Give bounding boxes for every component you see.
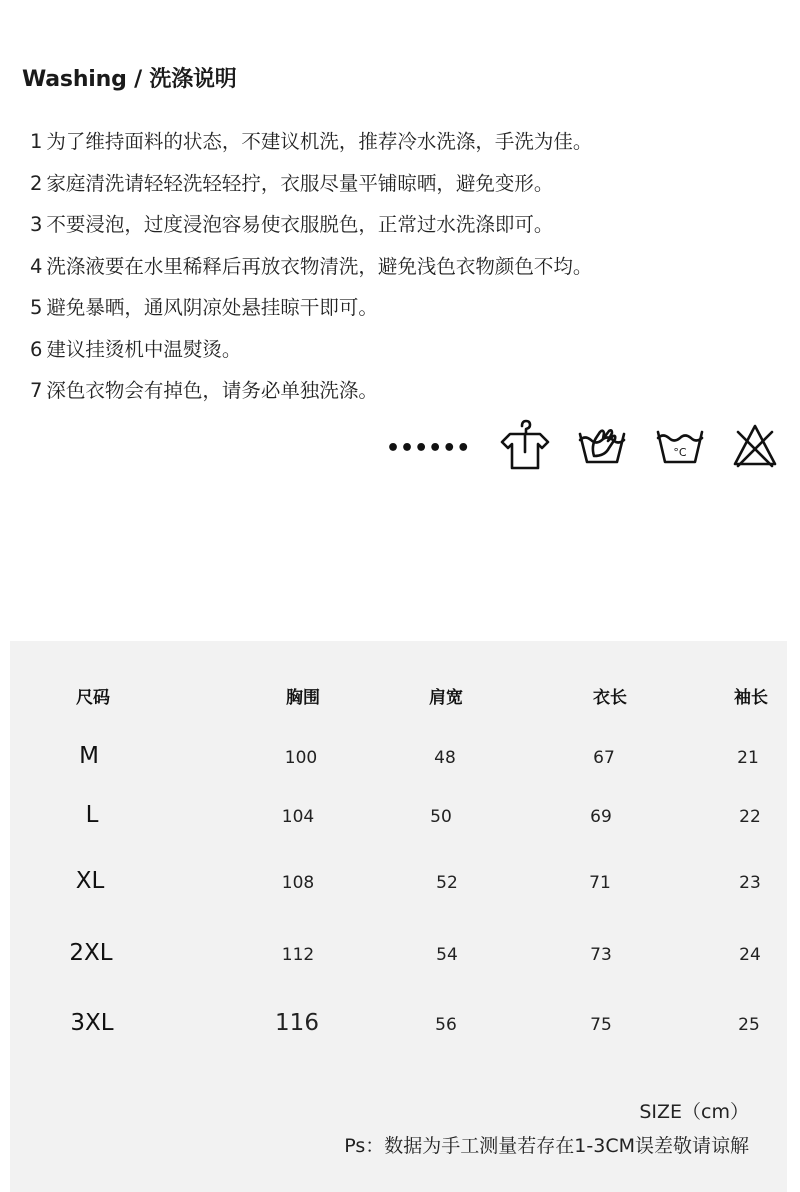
header-size: 尺码 xyxy=(76,688,110,708)
cell-length: 69 xyxy=(590,807,612,827)
cell-sleeve: 22 xyxy=(739,807,761,827)
hand-wash-icon xyxy=(576,418,628,472)
wash-instruction-item xyxy=(30,251,592,293)
size-label: 2XL xyxy=(69,940,113,966)
item-text: 为了维持面料的状态，不建议机洗，推荐冷水洗涤，手洗为佳。 xyxy=(46,130,593,153)
cell-shoulder: 50 xyxy=(430,807,452,827)
cell-length: 71 xyxy=(589,873,611,893)
item-text: 建议挂烫机中温熨烫。 xyxy=(46,337,242,361)
cell-sleeve: 23 xyxy=(739,873,761,893)
size-label: L xyxy=(85,802,99,828)
item-number: 3 xyxy=(30,213,43,236)
size-chart-panel xyxy=(10,641,787,1192)
wash-instruction-item xyxy=(30,209,592,251)
wash-instruction-item xyxy=(30,126,592,168)
cell-chest: 112 xyxy=(281,945,315,965)
item-text: 洗涤液要在水里稀释后再放衣物清洗，避免浅色衣物颜色不均。 xyxy=(46,254,593,278)
cell-shoulder: 56 xyxy=(435,1015,457,1035)
header-sleeve: 袖长 xyxy=(734,688,768,708)
cell-length: 73 xyxy=(590,945,612,965)
cell-shoulder: 54 xyxy=(436,945,458,965)
cell-chest: 116 xyxy=(275,1010,319,1036)
wash-instruction-item xyxy=(30,168,592,210)
cell-sleeve: 24 xyxy=(739,945,761,965)
item-number: 6 xyxy=(30,337,43,361)
washing-instructions-list xyxy=(30,126,592,417)
cell-length: 75 xyxy=(590,1015,612,1035)
size-label: XL xyxy=(75,868,105,894)
cell-length: 67 xyxy=(593,748,615,768)
wash-instruction-item xyxy=(30,375,592,417)
cell-chest: 100 xyxy=(284,748,318,768)
wash-instruction-item xyxy=(30,334,592,376)
cell-sleeve: 25 xyxy=(738,1015,760,1035)
item-text: 深色衣物会有掉色，请务必单独洗涤。 xyxy=(46,379,378,402)
header-shoulder: 肩宽 xyxy=(429,688,463,708)
cell-shoulder: 48 xyxy=(434,748,456,768)
hang-dry-icon xyxy=(500,418,550,472)
item-text: 家庭清洗请轻轻洗轻轻拧，衣服尽量平铺晾晒，避免变形。 xyxy=(46,171,554,195)
item-number: 2 xyxy=(30,171,43,195)
dots-divider: •••••• xyxy=(386,436,471,461)
size-unit-label: SIZE（cm） xyxy=(639,1101,749,1123)
item-text: 避免暴晒，通风阴凉处悬挂晾干即可。 xyxy=(46,296,378,319)
size-label: 3XL xyxy=(70,1010,114,1036)
do-not-bleach-icon xyxy=(730,418,780,472)
item-number: 7 xyxy=(30,379,43,402)
measurement-note: Ps：数据为手工测量若存在1-3CM误差敬请谅解 xyxy=(344,1135,749,1157)
item-number: 5 xyxy=(30,296,43,319)
temp-symbol: °C xyxy=(673,446,687,459)
wash-temperature-icon xyxy=(654,418,706,472)
size-label: M xyxy=(79,743,99,769)
cell-chest: 104 xyxy=(281,807,315,827)
header-length: 衣长 xyxy=(593,688,627,708)
washing-title: Washing / 洗涤说明 xyxy=(22,67,237,92)
item-number: 1 xyxy=(30,130,43,153)
item-text: 不要浸泡，过度浸泡容易使衣服脱色，正常过水洗涤即可。 xyxy=(46,213,554,236)
header-chest: 胸围 xyxy=(286,688,320,708)
cell-chest: 108 xyxy=(281,873,315,893)
item-number: 4 xyxy=(30,254,43,278)
cell-sleeve: 21 xyxy=(737,748,759,768)
cell-shoulder: 52 xyxy=(436,873,458,893)
wash-instruction-item xyxy=(30,292,592,334)
